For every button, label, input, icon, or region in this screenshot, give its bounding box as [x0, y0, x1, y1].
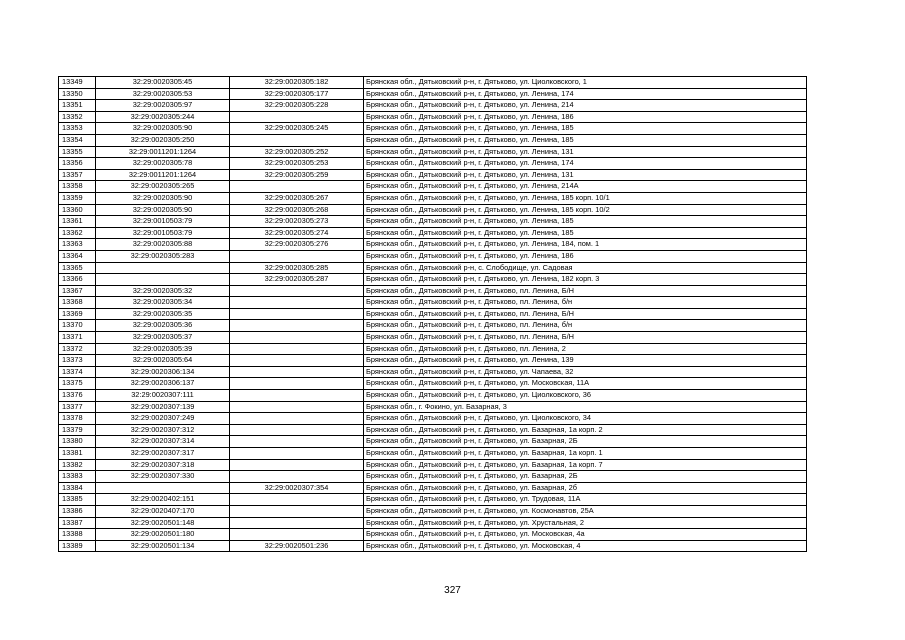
- row-number-cell: 13356: [59, 158, 96, 170]
- row-number-cell: 13385: [59, 494, 96, 506]
- related-cadastral-number-cell: 32:29:0020305:287: [230, 274, 364, 286]
- table-row: [59, 401, 807, 413]
- table-row: [59, 111, 807, 123]
- row-number-cell: 13354: [59, 134, 96, 146]
- address-cell: Брянская обл., Дятьковский р-н, г. Дятьково, ул. Циолковского, 1: [364, 77, 807, 89]
- cadastral-number-cell: 32:29:0020305:90: [96, 204, 230, 216]
- table-row: [59, 216, 807, 228]
- cadastral-number-cell: 32:29:0020501:180: [96, 529, 230, 541]
- related-cadastral-number-cell: 32:29:0020305:177: [230, 88, 364, 100]
- cadastral-number-cell: 32:29:0020307:317: [96, 448, 230, 460]
- row-number-cell: 13384: [59, 482, 96, 494]
- address-cell: Брянская обл., Дятьковский р-н, г. Дятьково, ул. Ленина, 214А: [364, 181, 807, 193]
- row-number-cell: 13378: [59, 413, 96, 425]
- related-cadastral-number-cell: [230, 436, 364, 448]
- table-row: [59, 134, 807, 146]
- related-cadastral-number-cell: [230, 332, 364, 344]
- cadastral-number-cell: 32:29:0020305:90: [96, 123, 230, 135]
- cadastral-number-cell: 32:29:0020305:97: [96, 100, 230, 112]
- cadastral-number-cell: 32:29:0020305:244: [96, 111, 230, 123]
- related-cadastral-number-cell: 32:29:0020305:267: [230, 192, 364, 204]
- related-cadastral-number-cell: 32:29:0020305:228: [230, 100, 364, 112]
- cadastral-number-cell: 32:29:0020307:314: [96, 436, 230, 448]
- related-cadastral-number-cell: [230, 250, 364, 262]
- row-number-cell: 13364: [59, 250, 96, 262]
- table-row: [59, 204, 807, 216]
- table-row: [59, 448, 807, 460]
- cadastral-number-cell: 32:29:0020307:139: [96, 401, 230, 413]
- row-number-cell: 13359: [59, 192, 96, 204]
- table-row: [59, 378, 807, 390]
- row-number-cell: 13362: [59, 227, 96, 239]
- related-cadastral-number-cell: 32:29:0020305:182: [230, 77, 364, 89]
- related-cadastral-number-cell: [230, 366, 364, 378]
- cadastral-number-cell: 32:29:0020305:250: [96, 134, 230, 146]
- cadastral-number-cell: 32:29:0020306:137: [96, 378, 230, 390]
- cadastral-number-cell: 32:29:0020305:90: [96, 192, 230, 204]
- related-cadastral-number-cell: 32:29:0020305:285: [230, 262, 364, 274]
- related-cadastral-number-cell: [230, 494, 364, 506]
- cadastral-number-cell: 32:29:0020305:35: [96, 308, 230, 320]
- row-number-cell: 13379: [59, 424, 96, 436]
- address-cell: Брянская обл., Дятьковский р-н, г. Дятьково, ул. Циолковского, 36: [364, 390, 807, 402]
- address-cell: Брянская обл., Дятьковский р-н, г. Дятьково, пл. Ленина, б/н: [364, 297, 807, 309]
- row-number-cell: 13373: [59, 355, 96, 367]
- related-cadastral-number-cell: 32:29:0020305:268: [230, 204, 364, 216]
- address-cell: Брянская обл., Дятьковский р-н, г. Дятьково, ул. Ленина, 131: [364, 169, 807, 181]
- table-row: [59, 100, 807, 112]
- address-cell: Брянская обл., Дятьковский р-н, г. Дятьково, ул. Базарная, 2Б: [364, 436, 807, 448]
- address-cell: Брянская обл., Дятьковский р-н, г. Дятьково, пл. Ленина, 2: [364, 343, 807, 355]
- table-row: [59, 262, 807, 274]
- row-number-cell: 13382: [59, 459, 96, 471]
- related-cadastral-number-cell: 32:29:0020305:273: [230, 216, 364, 228]
- cadastral-number-cell: 32:29:0020305:32: [96, 285, 230, 297]
- row-number-cell: 13377: [59, 401, 96, 413]
- related-cadastral-number-cell: [230, 413, 364, 425]
- table-row: [59, 285, 807, 297]
- table-row: [59, 366, 807, 378]
- address-cell: Брянская обл., Дятьковский р-н, г. Дятьково, ул. Трудовая, 11А: [364, 494, 807, 506]
- row-number-cell: 13368: [59, 297, 96, 309]
- row-number-cell: 13358: [59, 181, 96, 193]
- address-cell: Брянская обл., Дятьковский р-н, г. Дятьково, ул. Базарная, 2б: [364, 482, 807, 494]
- address-cell: Брянская обл., Дятьковский р-н, г. Дятьково, ул. Ленина, 174: [364, 88, 807, 100]
- cadastral-number-cell: 32:29:0010503:79: [96, 216, 230, 228]
- address-cell: Брянская обл., Дятьковский р-н, г. Дятьково, ул. Ленина, 185: [364, 123, 807, 135]
- address-cell: Брянская обл., Дятьковский р-н, г. Дятьково, пл. Ленина, Б/Н: [364, 285, 807, 297]
- cadastral-number-cell: 32:29:0020305:39: [96, 343, 230, 355]
- table-row: [59, 77, 807, 89]
- table-row: [59, 413, 807, 425]
- address-cell: Брянская обл., Дятьковский р-н, г. Дятьково, ул. Ленина, 185: [364, 216, 807, 228]
- table-row: [59, 355, 807, 367]
- related-cadastral-number-cell: [230, 517, 364, 529]
- address-cell: Брянская обл., Дятьковский р-н, г. Дятьково, ул. Ленина, 186: [364, 111, 807, 123]
- row-number-cell: 13365: [59, 262, 96, 274]
- row-number-cell: 13380: [59, 436, 96, 448]
- address-cell: Брянская обл., Дятьковский р-н, г. Дятьково, ул. Московская, 4а: [364, 529, 807, 541]
- cadastral-number-cell: 32:29:0020307:318: [96, 459, 230, 471]
- cadastral-number-cell: 32:29:0020501:148: [96, 517, 230, 529]
- address-cell: Брянская обл., Дятьковский р-н, г. Дятьково, ул. Базарная, 1а корп. 7: [364, 459, 807, 471]
- table-row: [59, 123, 807, 135]
- related-cadastral-number-cell: 32:29:0020305:276: [230, 239, 364, 251]
- related-cadastral-number-cell: 32:29:0020305:253: [230, 158, 364, 170]
- cadastral-number-cell: 32:29:0020306:134: [96, 366, 230, 378]
- row-number-cell: 13376: [59, 390, 96, 402]
- table-row: [59, 239, 807, 251]
- address-cell: Брянская обл., Дятьковский р-н, г. Дятьково, ул. Базарная, 1а корп. 1: [364, 448, 807, 460]
- table-row: [59, 169, 807, 181]
- table-row: [59, 482, 807, 494]
- row-number-cell: 13389: [59, 540, 96, 552]
- row-number-cell: 13366: [59, 274, 96, 286]
- related-cadastral-number-cell: [230, 111, 364, 123]
- cadastral-number-cell: 32:29:0020307:249: [96, 413, 230, 425]
- page-number: 327: [444, 585, 461, 596]
- cadastral-number-cell: 32:29:0020305:88: [96, 239, 230, 251]
- cadastral-number-cell: 32:29:0020305:53: [96, 88, 230, 100]
- related-cadastral-number-cell: [230, 471, 364, 483]
- table-row: [59, 436, 807, 448]
- address-cell: Брянская обл., Дятьковский р-н, г. Дятьково, ул. Ленина, 185 корп. 10/2: [364, 204, 807, 216]
- table-row: [59, 320, 807, 332]
- cadastral-number-cell: 32:29:0020305:45: [96, 77, 230, 89]
- row-number-cell: 13372: [59, 343, 96, 355]
- related-cadastral-number-cell: [230, 390, 364, 402]
- address-cell: Брянская обл., Дятьковский р-н, г. Дятьково, ул. Ленина, 174: [364, 158, 807, 170]
- cadastral-number-cell: 32:29:0020307:330: [96, 471, 230, 483]
- table-row: [59, 158, 807, 170]
- address-cell: Брянская обл., Дятьковский р-н, г. Дятьково, ул. Ленина, 214: [364, 100, 807, 112]
- row-number-cell: 13357: [59, 169, 96, 181]
- address-cell: Брянская обл., Дятьковский р-н, г. Дятьково, ул. Базарная, 1а корп. 2: [364, 424, 807, 436]
- row-number-cell: 13353: [59, 123, 96, 135]
- related-cadastral-number-cell: 32:29:0020305:252: [230, 146, 364, 158]
- table-row: [59, 424, 807, 436]
- address-cell: Брянская обл., Дятьковский р-н, г. Дятьково, ул. Хрустальная, 2: [364, 517, 807, 529]
- address-cell: Брянская обл., Дятьковский р-н, г. Дятьково, ул. Ленина, 185: [364, 227, 807, 239]
- cadastral-number-cell: 32:29:0020501:134: [96, 540, 230, 552]
- row-number-cell: 13371: [59, 332, 96, 344]
- address-cell: Брянская обл., Дятьковский р-н, г. Дятьково, ул. Ленина, 185 корп. 10/1: [364, 192, 807, 204]
- row-number-cell: 13370: [59, 320, 96, 332]
- cadastral-number-cell: 32:29:0020305:78: [96, 158, 230, 170]
- related-cadastral-number-cell: [230, 343, 364, 355]
- cadastral-number-cell: 32:29:0020407:170: [96, 505, 230, 517]
- related-cadastral-number-cell: [230, 308, 364, 320]
- cadastral-number-cell: 32:29:0020305:64: [96, 355, 230, 367]
- row-number-cell: 13360: [59, 204, 96, 216]
- table-row: [59, 192, 807, 204]
- cadastral-number-cell: 32:29:0020305:265: [96, 181, 230, 193]
- address-cell: Брянская обл., Дятьковский р-н, г. Дятьково, ул. Базарная, 2Б: [364, 471, 807, 483]
- related-cadastral-number-cell: 32:29:0020305:259: [230, 169, 364, 181]
- related-cadastral-number-cell: [230, 448, 364, 460]
- related-cadastral-number-cell: 32:29:0020305:245: [230, 123, 364, 135]
- cadastral-number-cell: 32:29:0020305:36: [96, 320, 230, 332]
- related-cadastral-number-cell: [230, 134, 364, 146]
- row-number-cell: 13374: [59, 366, 96, 378]
- address-cell: Брянская обл., Дятьковский р-н, г. Дятьково, ул. Московская, 4: [364, 540, 807, 552]
- address-cell: Брянская обл., Дятьковский р-н, г. Дятьково, ул. Ленина, 139: [364, 355, 807, 367]
- cadastral-number-cell: [96, 262, 230, 274]
- related-cadastral-number-cell: [230, 355, 364, 367]
- address-cell: Брянская обл., Дятьковский р-н, г. Дятьково, ул. Чапаева, 32: [364, 366, 807, 378]
- cadastral-number-cell: 32:29:0020305:283: [96, 250, 230, 262]
- table-row: [59, 308, 807, 320]
- address-cell: Брянская обл., Дятьковский р-н, г. Дятьково, пл. Ленина, Б/Н: [364, 332, 807, 344]
- table-row: [59, 332, 807, 344]
- address-cell: Брянская обл., Дятьковский р-н, г. Дятьково, ул. Ленина, 186: [364, 250, 807, 262]
- address-cell: Брянская обл., Дятьковский р-н, г. Дятьково, ул. Ленина, 185: [364, 134, 807, 146]
- table-row: [59, 529, 807, 541]
- cadastral-number-cell: 32:29:0020307:111: [96, 390, 230, 402]
- address-cell: Брянская обл., Дятьковский р-н, г. Дятьково, ул. Ленина, 182 корп. 3: [364, 274, 807, 286]
- address-cell: Брянская обл., Дятьковский р-н, г. Дятьково, ул. Ленина, 131: [364, 146, 807, 158]
- row-number-cell: 13363: [59, 239, 96, 251]
- related-cadastral-number-cell: [230, 285, 364, 297]
- related-cadastral-number-cell: 32:29:0020305:274: [230, 227, 364, 239]
- related-cadastral-number-cell: 32:29:0020501:236: [230, 540, 364, 552]
- table-row: [59, 471, 807, 483]
- related-cadastral-number-cell: [230, 459, 364, 471]
- row-number-cell: 13351: [59, 100, 96, 112]
- table-row: [59, 227, 807, 239]
- table-row: [59, 274, 807, 286]
- address-cell: Брянская обл., Дятьковский р-н, г. Дятьково, пл. Ленина, б/н: [364, 320, 807, 332]
- table-row: [59, 390, 807, 402]
- cadastral-number-cell: 32:29:0010503:79: [96, 227, 230, 239]
- table-row: [59, 505, 807, 517]
- row-number-cell: 13383: [59, 471, 96, 483]
- row-number-cell: 13355: [59, 146, 96, 158]
- table-row: [59, 517, 807, 529]
- related-cadastral-number-cell: [230, 378, 364, 390]
- related-cadastral-number-cell: [230, 424, 364, 436]
- related-cadastral-number-cell: 32:29:0020307:354: [230, 482, 364, 494]
- address-cell: Брянская обл., г. Фокино, ул. Базарная, 3: [364, 401, 807, 413]
- related-cadastral-number-cell: [230, 320, 364, 332]
- table-row: [59, 88, 807, 100]
- table-row: [59, 250, 807, 262]
- address-cell: Брянская обл., Дятьковский р-н, г. Дятьково, ул. Циолковского, 34: [364, 413, 807, 425]
- row-number-cell: 13388: [59, 529, 96, 541]
- table-row: [59, 494, 807, 506]
- row-number-cell: 13361: [59, 216, 96, 228]
- row-number-cell: 13387: [59, 517, 96, 529]
- table-row: [59, 459, 807, 471]
- cadastral-number-cell: [96, 482, 230, 494]
- cadastral-number-cell: [96, 274, 230, 286]
- address-cell: Брянская обл., Дятьковский р-н, с. Слободище, ул. Садовая: [364, 262, 807, 274]
- cadastral-number-cell: 32:29:0020307:312: [96, 424, 230, 436]
- row-number-cell: 13349: [59, 77, 96, 89]
- cadastral-number-cell: 32:29:0020305:37: [96, 332, 230, 344]
- related-cadastral-number-cell: [230, 181, 364, 193]
- table-row: [59, 540, 807, 552]
- cadastral-number-cell: 32:29:0011201:1264: [96, 169, 230, 181]
- row-number-cell: 13352: [59, 111, 96, 123]
- address-cell: Брянская обл., Дятьковский р-н, г. Дятьково, ул. Московская, 11А: [364, 378, 807, 390]
- related-cadastral-number-cell: [230, 297, 364, 309]
- row-number-cell: 13350: [59, 88, 96, 100]
- table-row: [59, 181, 807, 193]
- address-cell: Брянская обл., Дятьковский р-н, г. Дятьково, ул. Космонавтов, 25А: [364, 505, 807, 517]
- related-cadastral-number-cell: [230, 401, 364, 413]
- cadastral-number-cell: 32:29:0020305:34: [96, 297, 230, 309]
- address-cell: Брянская обл., Дятьковский р-н, г. Дятьково, ул. Ленина, 184, пом. 1: [364, 239, 807, 251]
- table-row: [59, 146, 807, 158]
- cadastral-number-cell: 32:29:0020402:151: [96, 494, 230, 506]
- row-number-cell: 13381: [59, 448, 96, 460]
- row-number-cell: 13375: [59, 378, 96, 390]
- row-number-cell: 13367: [59, 285, 96, 297]
- records-table: [58, 76, 807, 552]
- address-cell: Брянская обл., Дятьковский р-н, г. Дятьково, пл. Ленина, Б/Н: [364, 308, 807, 320]
- related-cadastral-number-cell: [230, 529, 364, 541]
- row-number-cell: 13369: [59, 308, 96, 320]
- table-row: [59, 343, 807, 355]
- records-table-body: [59, 77, 807, 552]
- table-row: [59, 297, 807, 309]
- row-number-cell: 13386: [59, 505, 96, 517]
- cadastral-number-cell: 32:29:0011201:1264: [96, 146, 230, 158]
- related-cadastral-number-cell: [230, 505, 364, 517]
